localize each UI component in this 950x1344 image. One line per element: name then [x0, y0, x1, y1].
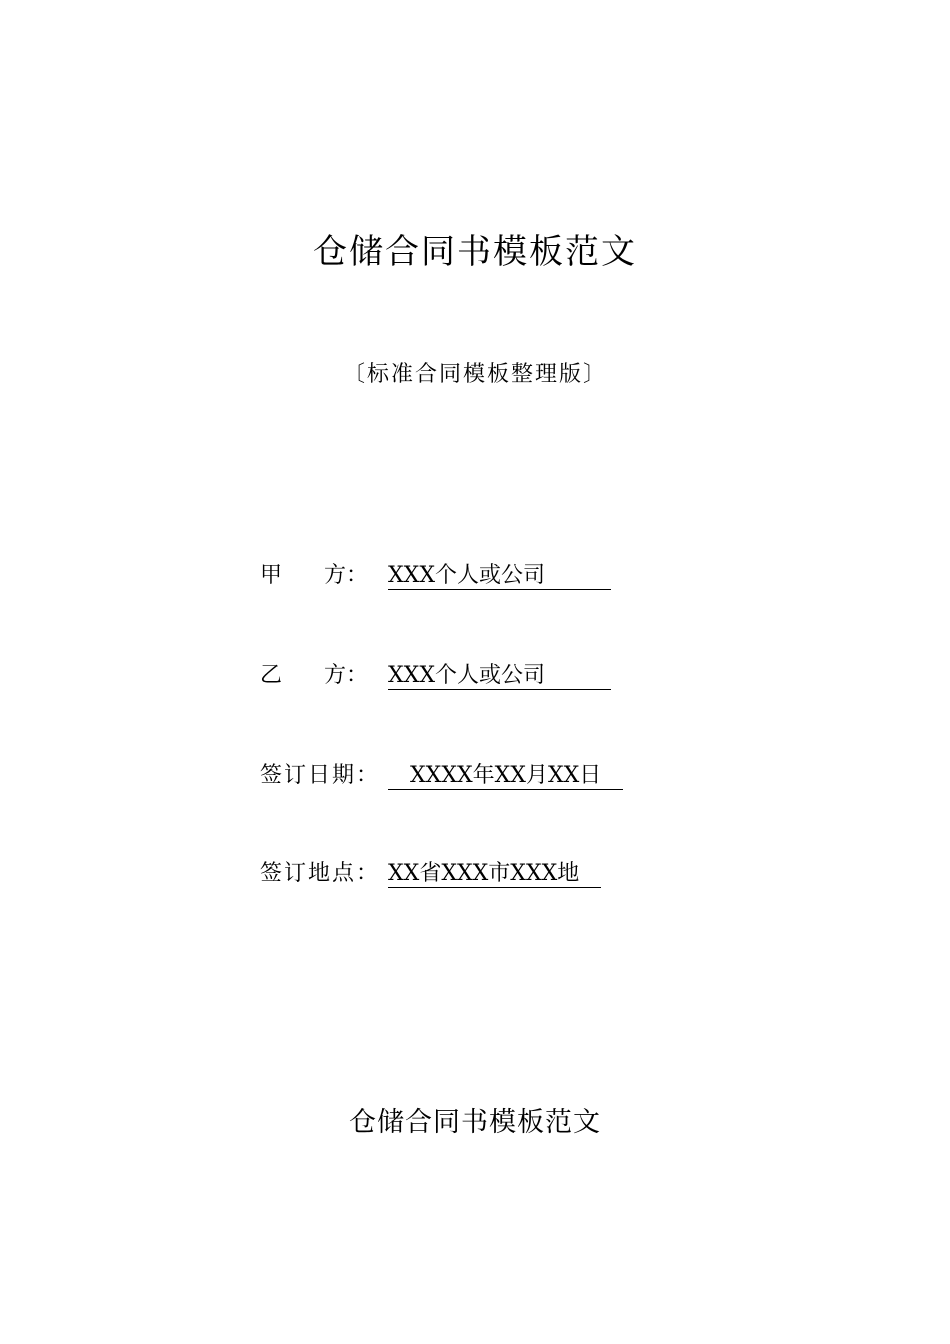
document-subtitle: 〔标准合同模板整理版〕 [342, 362, 607, 387]
party-a-label: 甲 方： [260, 563, 368, 588]
signing-date-label: 签订日期： [260, 763, 381, 788]
party-a-value: XXX个人或公司 [388, 563, 611, 588]
signing-place-field [260, 858, 601, 890]
signing-date-value: XXXX年XX月XX日 [388, 763, 624, 788]
document-title: 仓储合同书模板范文 [313, 232, 637, 272]
party-b-label: 乙 方： [260, 663, 368, 688]
signing-place-value: XX省XXX市XXX地 [388, 861, 602, 886]
party-b-field [260, 660, 611, 692]
signing-date-field [260, 760, 623, 792]
party-a-field [260, 560, 611, 592]
signing-place-label: 签订地点： [260, 861, 381, 886]
party-b-value: XXX个人或公司 [388, 663, 611, 688]
footer-title: 仓储合同书模板范文 [349, 1107, 601, 1138]
